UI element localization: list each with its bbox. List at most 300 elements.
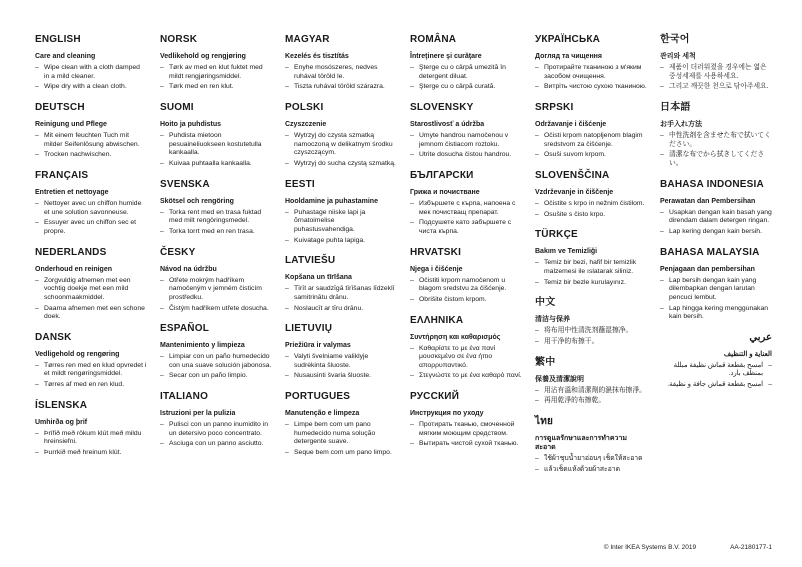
dash-bullet: –: [535, 200, 539, 208]
care-title: Vedlikehold og rengjøring: [160, 53, 246, 60]
document-footer: [604, 544, 772, 551]
instruction-text: Torka rent med en trasa fuktad med milt rengöringsmedel.: [169, 208, 262, 225]
language-name: ΕΛΛΗΝΙΚΑ: [410, 314, 464, 326]
dash-bullet: –: [160, 227, 164, 235]
dash-bullet: –: [660, 151, 664, 159]
dash-bullet: –: [160, 304, 164, 312]
dash-bullet: –: [285, 208, 289, 216]
care-title: 관리와 세척: [660, 53, 696, 60]
dash-bullet: –: [35, 132, 39, 140]
care-title: Penjagaan dan pembersihan: [660, 265, 755, 273]
instruction-text: ใช้ผ้าชุบน้ำยาอ่อนๆ เช็ดให้สะอาด: [544, 455, 643, 463]
instruction-text: Osuši suvom krpom.: [544, 151, 606, 159]
instruction-text: Wipe dry with a clean cloth.: [44, 83, 127, 91]
instruction-item: [35, 277, 147, 303]
instruction-text: Očistiti krpom namočenom u blagom sredstvu za čišćenje.: [419, 276, 507, 293]
instruction-item: [410, 200, 522, 217]
language-section: [535, 229, 647, 287]
language-name: DANSK: [35, 331, 72, 343]
instruction-item: [285, 83, 397, 92]
instruction-item: [160, 421, 272, 438]
instruction-text: Čistým hadříkem utřete dosucha.: [169, 304, 269, 312]
instruction-item: [160, 64, 272, 81]
care-title: Istruzioni per la pulizia: [160, 410, 236, 418]
instruction-item: [660, 228, 772, 237]
care-title: Umhirða og þrif: [35, 418, 88, 426]
instruction-text: Seque bem com um pano limpo.: [294, 449, 392, 457]
dash-bullet: –: [410, 132, 414, 140]
care-title: Reinigung und Pflege: [35, 120, 107, 128]
instruction-text: Mit einem feuchten Tuch mit milder Seifenlösung abwischen.: [44, 132, 140, 148]
instruction-text: Şterge cu o cârpă umezită în detergent diluat.: [419, 64, 506, 80]
instruction-item: [535, 387, 647, 396]
instruction-text: 그리고 깨끗한 천으로 닦아주세요.: [669, 83, 769, 91]
instruction-item: [660, 305, 772, 322]
language-name: ROMÂNA: [410, 34, 457, 45]
instruction-item: [160, 372, 272, 381]
language-section: [160, 179, 272, 237]
dash-bullet: –: [410, 372, 414, 380]
instruction-item: [535, 397, 647, 406]
instruction-text: Usapkan dengan kain basah yang direndam dalam detergen ringan.: [669, 208, 772, 225]
dash-bullet: –: [535, 132, 539, 140]
instruction-text: Протирайте тканиною з м'яким засобом очищення.: [544, 64, 642, 80]
instruction-text: امسح بقطعة قماش جافة و نظيفة.: [667, 381, 763, 389]
language-section: [535, 297, 647, 346]
instruction-text: Utrite dosucha čistou handrou.: [419, 151, 512, 159]
dash-bullet: –: [285, 64, 289, 72]
instruction-text: Umyte handrou namočenou v jemnom čistiacom roztoku.: [419, 132, 509, 148]
language-name: BAHASA MALAYSIA: [660, 246, 760, 258]
language-name: 中文: [535, 297, 556, 309]
language-section: [160, 247, 272, 314]
copyright-text: © Inter IKEA Systems B.V. 2019: [603, 544, 697, 551]
dash-bullet: –: [160, 208, 164, 216]
language-section: [660, 34, 772, 92]
language-name: عربي: [749, 331, 772, 343]
instruction-item: [535, 259, 647, 276]
dash-bullet: –: [35, 64, 39, 72]
care-title: Bakım ve Temizliği: [535, 248, 598, 256]
language-name: SUOMI: [160, 101, 194, 113]
instruction-text: Wytrzyj do czysta szmatką namoczoną w delikatnym środku czyszczącym.: [294, 132, 393, 157]
care-title: Njega i čišćenje: [410, 265, 463, 273]
column: [660, 34, 772, 476]
language-name: 한국어: [660, 34, 690, 45]
dash-bullet: –: [35, 83, 39, 91]
instruction-item: [285, 285, 397, 302]
language-section: [160, 391, 272, 449]
language-section: [410, 102, 522, 160]
dash-bullet: –: [535, 386, 539, 394]
care-title: Hoito ja puhdistus: [160, 120, 222, 128]
instruction-text: Limpe bem com um pano humedecido numa solução detergente suave.: [294, 421, 376, 446]
instruction-item: [35, 430, 147, 447]
care-title: العناية و التنظيف: [723, 350, 772, 358]
care-title: Care and cleaning: [35, 53, 96, 60]
instruction-item: [410, 296, 522, 305]
care-title: Onderhoud en reinigen: [35, 265, 113, 273]
instruction-text: 用干净的布擦干。: [544, 337, 599, 345]
instruction-text: Tīrīt ar saudzīgā tīrīšanas līdzeklī samitrinātu drānu.: [294, 285, 395, 301]
language-name: ITALIANO: [160, 391, 209, 403]
dash-bullet: –: [410, 64, 414, 72]
column: [410, 34, 522, 476]
dash-bullet: –: [160, 353, 164, 361]
language-name: ÍSLENSKA: [35, 399, 88, 411]
care-title: Priežiūra ir valymas: [285, 342, 351, 350]
language-section: [535, 170, 647, 219]
instruction-item: [160, 440, 272, 449]
instruction-text: 제품이 더러워졌을 경우에는 엷은 중성세제를 사용하세요.: [669, 64, 767, 80]
dash-bullet: –: [410, 295, 414, 303]
dash-bullet: –: [35, 381, 39, 389]
dash-bullet: –: [660, 83, 664, 91]
language-name: DEUTSCH: [35, 101, 85, 113]
language-section: [535, 357, 647, 406]
care-title: Kezelés és tisztítás: [285, 53, 349, 60]
instruction-item: [535, 455, 647, 464]
language-section: [535, 416, 647, 474]
language-section: [660, 247, 772, 322]
dash-bullet: –: [160, 64, 164, 72]
instruction-text: แล้วเช็ดแห้งด้วยผ้าสะอาด: [544, 465, 621, 473]
column: [535, 34, 647, 476]
care-title: Czyszczenie: [285, 120, 327, 128]
language-name: ไทย: [535, 415, 554, 427]
instruction-item: [35, 449, 147, 458]
language-section: [660, 179, 772, 237]
instruction-item: [410, 83, 522, 92]
instruction-item: [535, 211, 647, 220]
instruction-item: [35, 381, 147, 390]
language-name: SRPSKI: [535, 101, 574, 113]
dash-bullet: –: [160, 132, 164, 140]
instruction-text: Obrišite čistom krpom.: [419, 295, 487, 303]
care-title: 保養及清潔說明: [535, 375, 584, 383]
instruction-item: [35, 151, 147, 160]
dash-bullet: –: [160, 83, 164, 91]
care-title: Догляд та чищення: [535, 53, 602, 60]
dash-bullet: –: [285, 449, 289, 457]
language-name: SLOVENŠČINA: [535, 169, 610, 181]
instruction-item: [410, 440, 522, 449]
care-title: Vedligehold og rengøring: [35, 350, 120, 358]
care-title: Vzdrževanje in čiščenje: [535, 188, 614, 196]
instruction-item: [35, 219, 147, 236]
instruction-item: [285, 132, 397, 158]
dash-bullet: –: [285, 304, 289, 312]
instruction-text: Στεγνώστε το με ένα καθαρό πανί.: [419, 372, 522, 380]
care-title: お手入れ方法: [660, 120, 702, 128]
dash-bullet: –: [160, 372, 164, 380]
dash-bullet: –: [660, 304, 664, 312]
dash-bullet: –: [285, 372, 289, 380]
care-title: Hooldamine ja puhastamine: [285, 197, 378, 205]
instruction-item: [535, 151, 647, 160]
language-section: [160, 102, 272, 169]
instruction-text: 清潔な布でから拭きしてください。: [669, 151, 765, 167]
instruction-item: [35, 64, 147, 81]
language-name: ESPAÑOL: [160, 323, 209, 335]
language-section: [35, 170, 147, 237]
instruction-item: [35, 362, 147, 379]
language-section: [410, 247, 522, 305]
instruction-text: Tørk med en ren klut.: [169, 83, 234, 91]
language-section: [410, 315, 522, 382]
instruction-item: [660, 277, 772, 303]
instruction-item: [535, 338, 647, 347]
dash-bullet: –: [535, 83, 539, 91]
instruction-text: Tørres ren med en klud opvredet i et mildt rengøringsmiddel.: [44, 361, 147, 378]
instruction-text: Zorgvuldig afnemen met een vochtig doekje met een mild schoonmaakmiddel.: [44, 276, 131, 301]
instruction-text: Puhdista mietoon pesuaineliuokseen kostutetulla kankaalla.: [169, 132, 262, 157]
dash-bullet: –: [660, 64, 664, 72]
instruction-text: Daarna afnemen met een schone doek.: [44, 304, 145, 321]
instruction-item: [160, 277, 272, 303]
instruction-text: Essuyer avec un chiffon sec et propre.: [44, 219, 137, 235]
instruction-item: [660, 83, 772, 92]
instruction-text: Trocken nachwischen.: [44, 151, 112, 159]
language-name: 繁中: [535, 356, 556, 368]
instruction-item: [410, 372, 522, 381]
language-section: [285, 102, 397, 169]
instruction-item: [285, 64, 397, 81]
instruction-text: Tørres af med en ren klud.: [44, 381, 125, 389]
instruction-item: [410, 421, 522, 438]
language-section: [35, 400, 147, 458]
language-section: [285, 255, 397, 313]
instruction-text: 中性洗剤を含ませた布で拭いてください。: [669, 132, 771, 148]
dash-bullet: –: [535, 64, 539, 72]
dash-bullet: –: [285, 421, 289, 429]
instruction-text: Şterge cu o cârpă curată.: [419, 83, 496, 91]
language-name: ENGLISH: [35, 34, 81, 45]
dash-bullet: –: [410, 421, 414, 429]
language-section: [160, 34, 272, 92]
dash-bullet: –: [35, 429, 39, 437]
dash-bullet: –: [535, 397, 539, 405]
language-section: [35, 247, 147, 322]
dash-bullet: –: [660, 132, 664, 140]
instruction-item: [535, 83, 647, 92]
instruction-text: Nettoyer avec un chiffon humide et une solution savonneuse.: [44, 200, 142, 216]
dash-bullet: –: [285, 132, 289, 140]
instruction-item: [285, 353, 397, 370]
care-title: Kopšana un tīrīšana: [285, 274, 352, 282]
language-section: [285, 391, 397, 458]
language-section: [35, 34, 147, 92]
instruction-text: 再用乾淨的布擦乾。: [544, 397, 606, 405]
dash-bullet: –: [35, 361, 39, 369]
instruction-item: [160, 228, 272, 237]
instruction-text: Tiszta ruhával töröld szárazra.: [294, 83, 385, 91]
dash-bullet: –: [768, 361, 772, 369]
care-title: Starostlivosť a údržba: [410, 120, 485, 128]
instruction-item: [160, 305, 272, 314]
language-name: NORSK: [160, 34, 198, 45]
dash-bullet: –: [410, 344, 414, 352]
instruction-item: [160, 83, 272, 92]
instruction-item: [535, 327, 647, 336]
language-section: [285, 34, 397, 92]
language-name: MAGYAR: [285, 34, 330, 45]
dash-bullet: –: [285, 285, 289, 293]
instruction-item: [160, 353, 272, 370]
instruction-item: [35, 305, 147, 322]
language-section: [35, 102, 147, 160]
dash-bullet: –: [410, 219, 414, 227]
instruction-text: Secar con un paño limpio.: [169, 372, 248, 380]
instruction-item: [285, 237, 397, 246]
language-section: [660, 102, 772, 169]
language-name: SLOVENSKY: [410, 101, 474, 113]
language-name: LIETUVIŲ: [285, 323, 333, 335]
care-title: Инструкция по уходу: [410, 410, 484, 418]
document-number: AA-2180177-1: [730, 544, 772, 551]
instruction-item: [160, 209, 272, 226]
instruction-item: [35, 200, 147, 217]
instruction-item: [410, 132, 522, 149]
instruction-item: [160, 160, 272, 169]
care-title: 清洁与保养: [535, 316, 570, 324]
dash-bullet: –: [410, 83, 414, 91]
instruction-text: Lap kering dengan kain bersih.: [669, 227, 762, 235]
instruction-text: Подсушете като забършете с чиста кърпа.: [419, 219, 512, 235]
instruction-item: [410, 64, 522, 81]
language-name: BAHASA INDONESIA: [660, 178, 764, 190]
language-section: [660, 332, 772, 390]
language-name: TÜRKÇE: [535, 229, 578, 241]
instruction-text: امسح بقطعة قماش نظيفة مبللة بمنظف بارد.: [673, 361, 763, 378]
language-columns: [35, 34, 772, 476]
instruction-text: Očisti krpom natopljenom blagim sredstvom za čišćenje.: [544, 132, 643, 148]
dash-bullet: –: [160, 159, 164, 167]
dash-bullet: –: [660, 208, 664, 216]
dash-bullet: –: [410, 276, 414, 284]
instruction-text: Þrífið með rökum klút með mildu hreinsiefni.: [44, 429, 142, 446]
instruction-text: Valyti švelniame valiklyje sudrėkinta šluoste.: [294, 353, 369, 369]
instruction-item: [35, 132, 147, 149]
language-name: SVENSKA: [160, 178, 210, 190]
language-section: [535, 34, 647, 92]
instruction-text: 用沾有溫和清潔劑的濕抹布擦淨。: [544, 386, 646, 394]
care-title: การดูแลรักษาและการทำความสะอาด: [535, 434, 628, 452]
instruction-item: [285, 449, 397, 458]
instruction-item: [285, 372, 397, 381]
care-title: Skötsel och rengöring: [160, 197, 234, 205]
dash-bullet: –: [410, 440, 414, 448]
instruction-text: Osušite s čisto krpo.: [544, 210, 606, 218]
dash-bullet: –: [535, 327, 539, 335]
instruction-text: Καθαρίστε το με ένα πανί μουσκεμένο σε ένα ήπιο απορρυπαντικό.: [419, 344, 496, 369]
dash-bullet: –: [535, 278, 539, 286]
dash-bullet: –: [160, 440, 164, 448]
instruction-text: Wipe clean with a cloth damped in a mild cleaner.: [44, 64, 140, 80]
language-name: БЪЛГАРСКИ: [410, 169, 474, 181]
dash-bullet: –: [660, 227, 664, 235]
instruction-text: Nusausinti švaria šluoste.: [294, 372, 372, 380]
instruction-text: Limpiar con un paño humedecido con una suave solución jabonosa.: [169, 353, 272, 369]
language-section: [410, 170, 522, 237]
instruction-item: [285, 160, 397, 169]
dash-bullet: –: [535, 455, 539, 463]
language-section: [35, 332, 147, 390]
instruction-text: Витріть чистою сухою тканиною.: [544, 83, 647, 91]
language-section: [535, 102, 647, 160]
language-name: PORTUGUES: [285, 391, 351, 403]
dash-bullet: –: [285, 83, 289, 91]
instruction-item: [660, 209, 772, 226]
care-title: Συντήρηση και καθαρισμός: [410, 333, 501, 341]
instruction-text: Lap hingga kering menggunakan kain bersih.: [669, 304, 769, 321]
language-section: [410, 34, 522, 92]
instruction-text: Temiz bir bezle kurulayınız.: [544, 278, 626, 286]
care-title: Perawatan dan Pembersihan: [660, 197, 756, 205]
instruction-item: [660, 362, 772, 379]
language-name: EESTI: [285, 178, 315, 190]
instruction-item: [285, 305, 397, 314]
instruction-text: Pulisci con un panno inumidito in un detersivo poco concentrato.: [169, 421, 268, 437]
instruction-text: Torka torrt med en ren trasa.: [169, 227, 255, 235]
language-name: NEDERLANDS: [35, 246, 107, 258]
dash-bullet: –: [535, 259, 539, 267]
instruction-text: 将布用中性清洗剂蘸湿擦净。: [544, 327, 633, 335]
instruction-item: [410, 219, 522, 236]
dash-bullet: –: [768, 381, 772, 389]
language-section: [285, 179, 397, 246]
dash-bullet: –: [35, 219, 39, 227]
care-title: Održavanje i čišćenje: [535, 120, 607, 128]
instruction-text: Вытирать чистой сухой тканью.: [419, 440, 519, 448]
dash-bullet: –: [285, 236, 289, 244]
instruction-item: [660, 381, 772, 390]
language-name: РУССКИЙ: [410, 391, 460, 403]
instruction-item: [660, 151, 772, 168]
instruction-text: Temiz bir bezi, hafif bir temizlik malzemesi ile ıslatarak siliniz.: [544, 259, 637, 275]
instruction-item: [285, 209, 397, 235]
instruction-item: [660, 64, 772, 81]
instruction-item: [535, 64, 647, 81]
instruction-text: Puhastage niiske lapi ja õrnatoimelise puhastusvahendiga.: [294, 208, 366, 233]
instruction-text: Očistite s krpo in nežnim čistilom.: [544, 200, 645, 208]
instruction-item: [535, 466, 647, 475]
instruction-item: [285, 421, 397, 447]
instruction-text: Enyhe mosószeres, nedves ruhával töröld le.: [294, 64, 378, 80]
instruction-item: [410, 277, 522, 294]
dash-bullet: –: [410, 151, 414, 159]
language-section: [285, 323, 397, 381]
care-title: Entretien et nettoyage: [35, 188, 109, 196]
instruction-item: [535, 279, 647, 288]
language-section: [160, 323, 272, 381]
dash-bullet: –: [35, 304, 39, 312]
language-section: [410, 391, 522, 449]
language-name: POLSKI: [285, 101, 324, 113]
language-name: УКРАЇНСЬКА: [535, 34, 601, 45]
dash-bullet: –: [35, 200, 39, 208]
dash-bullet: –: [35, 449, 39, 457]
instruction-text: Kuivaa puhtaalla kankaalla.: [169, 159, 252, 167]
care-title: Грижа и почистване: [410, 188, 480, 196]
language-name: LATVIEŠU: [285, 255, 336, 267]
instruction-text: Noslaucīt ar tīru drānu.: [294, 304, 364, 312]
care-title: Návod na údržbu: [160, 265, 217, 273]
instruction-text: Lap bersih dengan kain yang dilembapkan dengan larutan pencuci lembut.: [669, 276, 757, 301]
dash-bullet: –: [660, 276, 664, 284]
dash-bullet: –: [535, 337, 539, 345]
column: [160, 34, 272, 476]
